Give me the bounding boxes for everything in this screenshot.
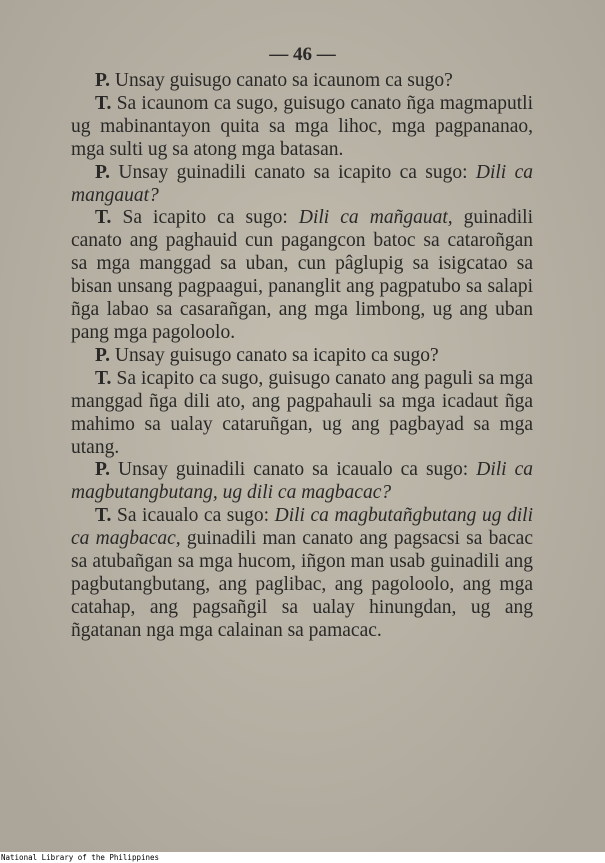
commandment-quote: Dili ca magbutangbutang, ug dili ca magbacac? — [71, 459, 533, 504]
speaker-label: T. — [95, 367, 112, 389]
page-number: — 46 — — [269, 44, 336, 65]
paragraph-text: Unsay guisugo canato sa icapito ca sugo? — [114, 344, 439, 366]
paragraph-text: Sa icapito ca sugo: — [122, 207, 299, 229]
qa-paragraph — [71, 93, 533, 162]
paragraph-text: Sa icapito ca sugo, guisugo canato ang paguli sa mga manggad ñga dili ato, ang pagpahauli sa mga icadaut ñga mahimo sa ualay cataruñgan, ug ang pagbayad sa mga utang. — [71, 367, 533, 458]
speaker-label: P. — [95, 344, 110, 366]
commandment-quote: Dili ca magbutañgbutang ug dili ca magbacac, — [71, 505, 533, 550]
qa-paragraph — [71, 70, 533, 93]
paragraph-text: Unsay guinadili canato sa icaualo ca sugo: — [118, 459, 477, 481]
qa-paragraph — [71, 459, 533, 505]
speaker-label: T. — [95, 207, 112, 229]
qa-paragraph — [71, 207, 533, 344]
qa-paragraph — [71, 162, 533, 208]
speaker-label: P. — [95, 459, 110, 481]
paragraph-text: Unsay guisugo canato sa icaunom ca sugo? — [114, 70, 453, 91]
paragraph-text: guinadili canato ang paghauid cun pagangcon batoc sa cataroñgan sa mga manggad sa uban, cun pâglupig sa isigcatao sa bisan unsang pagpaagui, pananglit ang pagpatubo sa salapi ñga labao sa casarañgan, ang mga limbong, ug ang uban pang mga pagoloolo. — [71, 207, 533, 343]
commandment-quote: Dili ca mangauat? — [71, 161, 533, 206]
speaker-label: P. — [95, 161, 110, 183]
catechism-text — [71, 70, 533, 643]
paragraph-text: guinadili man canato ang pagsacsi sa bacac sa atubañgan sa mga hucom, iñgon man usab guinadili ang pagbutangbutang, ang paglibac, ang pagoloolo, ang mga catahap, ang pagsañgil sa ualay hinungdan, ug ang ñgatanan nga mga calainan sa pamacac. — [71, 528, 533, 641]
speaker-label: T. — [95, 505, 112, 527]
qa-paragraph — [71, 368, 533, 460]
qa-paragraph — [71, 505, 533, 642]
speaker-label: T. — [95, 92, 112, 114]
qa-paragraph — [71, 345, 533, 368]
paragraph-text: Unsay guinadili canato sa icapito ca sugo: — [118, 161, 476, 183]
speaker-label: P. — [95, 70, 110, 91]
paragraph-text: Sa icaualo ca sugo: — [117, 505, 275, 527]
paragraph-text: Sa icaunom ca sugo, guisugo canato ñga magmaputli ug mabinantayon quita sa mga lihoc, mga pagpananao, mga sulti ug sa atong mga batasan. — [71, 92, 533, 160]
commandment-quote: Dili ca mañgauat, — [298, 207, 453, 229]
library-credit: National Library of the Philippines — [1, 853, 160, 862]
